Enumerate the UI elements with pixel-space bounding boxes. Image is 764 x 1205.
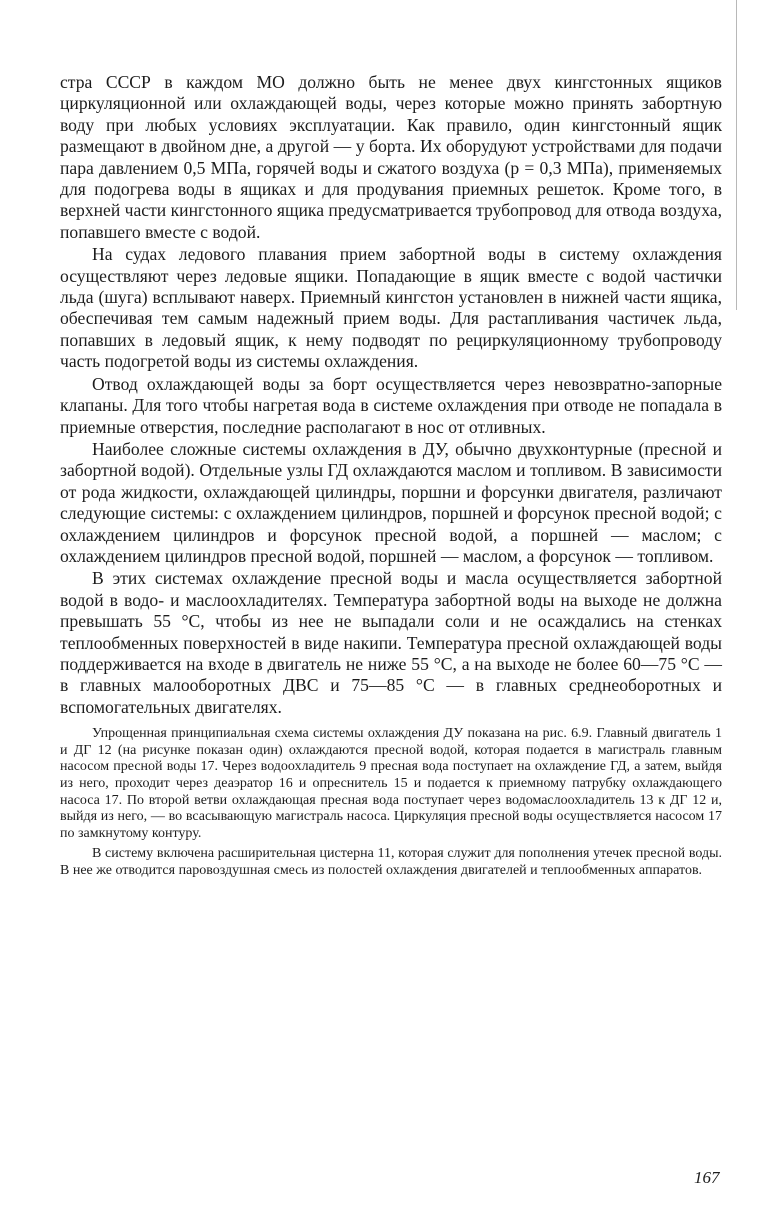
- small-print-block: [60, 726, 722, 879]
- paragraph-schema-description: Упрощенная принципиальная схема системы охлаждения ДУ показана на рис. 6.9. Главный двигатель 1 и ДГ 12 (на рисунке показан один) охлаждаются пресной водой, которая подается в магистраль главным насосом пресной воды 17. Через водоохладитель 9 пресная вода поступает на охлаждение ГД, а затем, выйдя из него, проходит через деаэратор 16 и опреснитель 15 и подается к приемному патрубку охлаждающего насоса 17. По второй ветви охлаждающая пресная вода поступает через водомаслоохладитель 13 к ДГ 12 и, выйдя из него, — во всасывающую магистраль насоса. Циркуляция пресной воды осуществляется насосом 17 по замкнутому контуру.: [60, 726, 722, 841]
- paragraph-temperatures: В этих системах охлаждение пресной воды и масла осуществляется забортной водой в водо- и маслоохладителях. Температура забортной воды на выходе не должна превышать 55 °С, чтобы из нее не выпадали соли и не осаждались на стенках теплообменных поверхностей в виде накипи. Температура пресной охлаждающей воды поддерживается на входе в двигатель не ниже 55 °С, а на выходе не более 60—75 °С — в главных малооборотных ДВС и 75—85 °С — в главных среднеоборотных и вспомогательных двигателях.: [60, 568, 722, 717]
- paragraph-ice-boxes: На судах ледового плавания прием забортной воды в систему охлаждения осуществляют через ледовые ящики. Попадающие в ящик вместе с водой частички льда (шуга) всплывают наверх. Приемный кингстон установлен в нижней части ящика, обеспечивая тем самым надежный прием воды. Для растапливания частичек льда, попавших в ледовый ящик, к нему подводят по рециркуляционному трубопроводу часть подогретой воды из системы охлаждения.: [60, 244, 722, 372]
- page-edge-line: [736, 0, 737, 310]
- page-body: [60, 72, 722, 880]
- page-number: 167: [694, 1168, 720, 1187]
- paragraph-cooling-systems: Наиболее сложные системы охлаждения в ДУ, обычно двухконтурные (пресной и забортной водой). Отдельные узлы ГД охлаждаются маслом и топливом. В зависимости от рода жидкости, охлаждающей цилиндры, поршни и форсунки двигателя, различают следующие системы: с охлаждением цилиндров, поршней и форсунок пресной водой; с охлаждением цилиндров и форсунок пресной водой, а поршней — маслом; с охлаждением цилиндров пресной водой, поршней — маслом, а форсунок — топливом.: [60, 438, 722, 566]
- paragraph-discharge: Отвод охлаждающей воды за борт осуществляется через невозвратно-запорные клапаны. Для того чтобы нагретая вода в системе охлаждения при отводе не попадала в приемные отверстия, последние располагают в нос от отливных.: [60, 373, 722, 437]
- paragraph-expansion-tank: В систему включена расширительная цистерна 11, которая служит для пополнения утечек пресной воды. В нее же отводится паровоздушная смесь из полостей охлаждения двигателей и теплообменных аппаратов.: [60, 846, 722, 878]
- paragraph-kingston-boxes: стра СССР в каждом МО должно быть не менее двух кингстонных ящиков циркуляционной или охлаждающей воды, через которые можно принять забортную воду при любых условиях эксплуатации. Как правило, один кингстонный ящик размещают в двойном дне, а другой — у борта. Их оборудуют устройствами для подачи пара давлением 0,5 МПа, горячей воды и сжатого воздуха (p = 0,3 МПа), применяемых для подогрева воды в ящиках и для продувания приемных решеток. Кроме того, в верхней части кингстонного ящика предусматривается трубопровод для отвода воздуха, попавшего вместе с водой.: [60, 72, 723, 242]
